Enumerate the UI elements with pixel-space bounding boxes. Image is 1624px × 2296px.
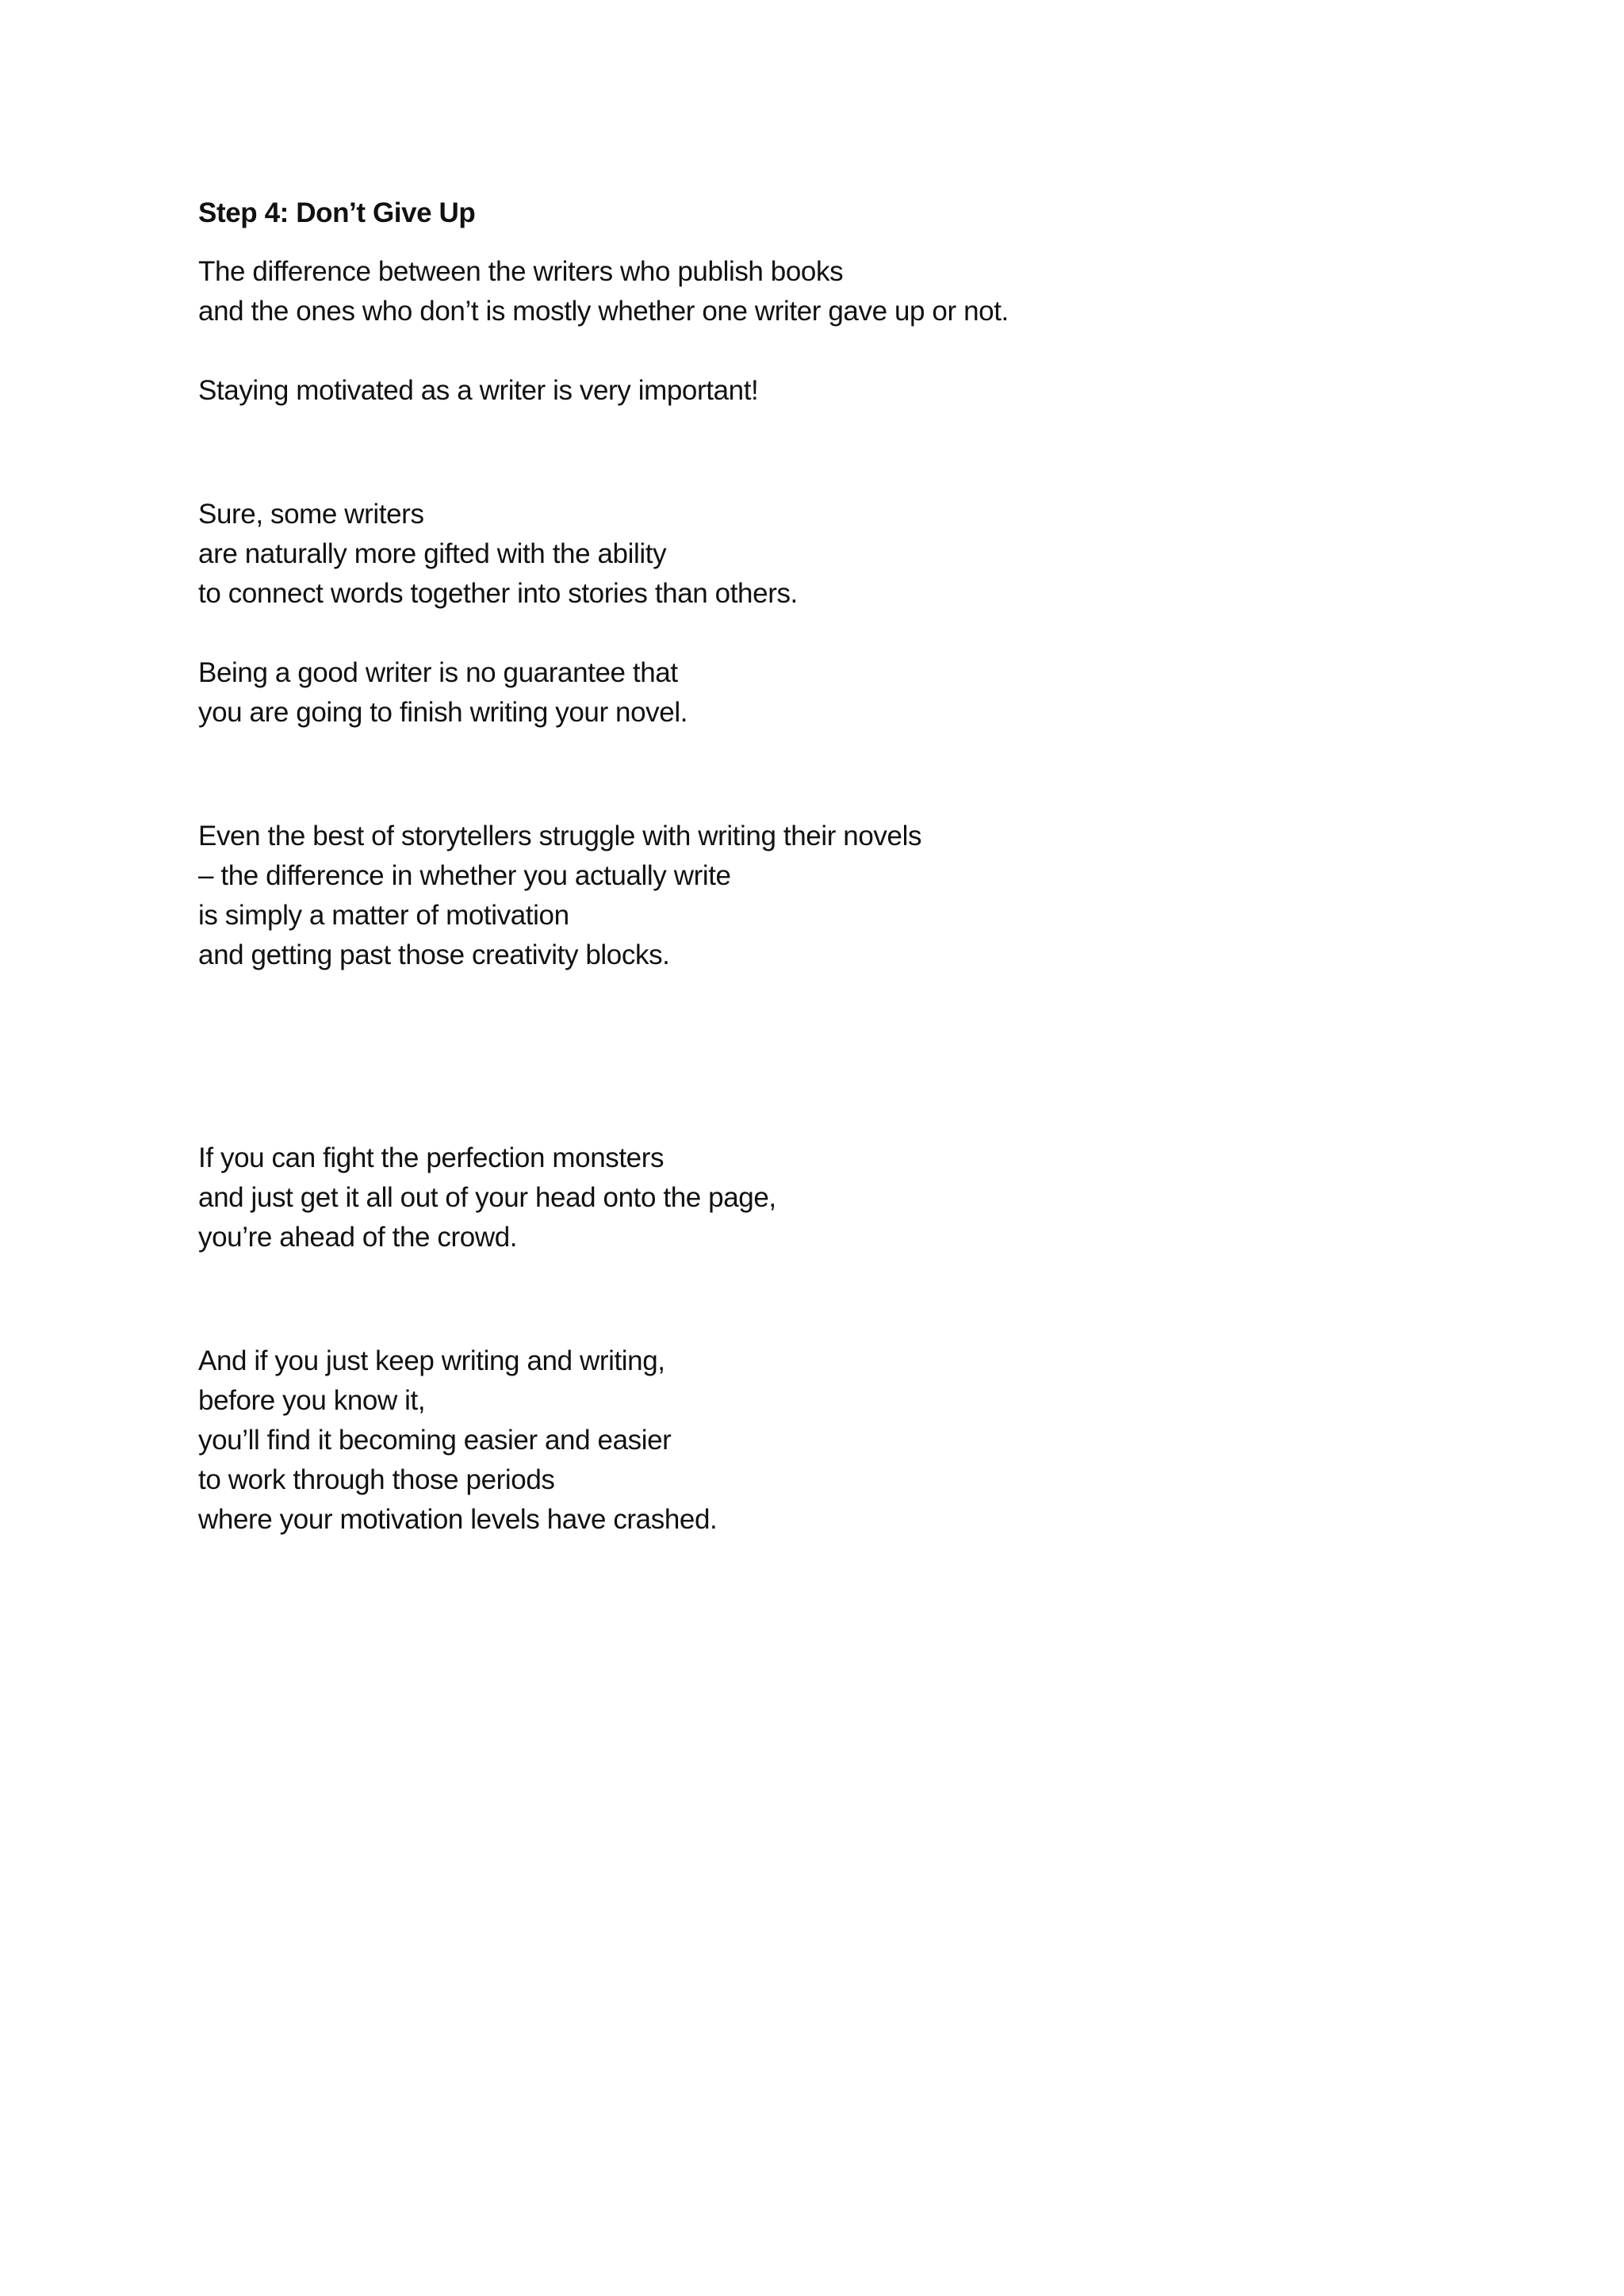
paragraph-5 <box>198 817 1467 975</box>
text-line: you’re ahead of the crowd. <box>198 1222 518 1253</box>
text-line: Even the best of storytellers struggle with writing their novels <box>198 821 922 851</box>
text-line: where your motivation levels have crashed. <box>198 1504 718 1535</box>
paragraph-spacer <box>198 331 1467 371</box>
text-line: you’ll find it becoming easier and easier <box>198 1425 672 1456</box>
text-line: And if you just keep writing and writing, <box>198 1345 665 1376</box>
text-line: The difference between the writers who publish books <box>198 256 844 287</box>
text-line: Being a good writer is no guarantee that <box>198 657 678 688</box>
paragraph-spacer <box>198 411 1467 495</box>
text-line: Staying motivated as a writer is very important! <box>198 375 759 406</box>
section-heading: Step 4: Don’t Give Up <box>198 197 476 228</box>
text-line: to work through those periods <box>198 1464 555 1495</box>
text-line: are naturally more gifted with the ability <box>198 538 667 569</box>
paragraph-2 <box>198 371 1467 411</box>
text-line: before you know it, <box>198 1385 426 1416</box>
text-line: and just get it all out of your head onto the page, <box>198 1182 776 1213</box>
paragraph-spacer <box>198 1257 1467 1341</box>
text-line: to connect words together into stories than others. <box>198 578 798 609</box>
paragraph-spacer <box>198 975 1467 1138</box>
document-body <box>198 193 1467 1540</box>
text-line: If you can fight the perfection monsters <box>198 1142 665 1173</box>
paragraph-7 <box>198 1341 1467 1540</box>
paragraph-spacer <box>198 733 1467 817</box>
paragraph-1 <box>198 252 1467 331</box>
paragraph-spacer <box>198 614 1467 653</box>
text-line: – the difference in whether you actually write <box>198 860 731 891</box>
text-line: and getting past those creativity blocks. <box>198 939 670 970</box>
text-line: and the ones who don’t is mostly whether one writer gave up or not. <box>198 296 1009 327</box>
paragraph-4 <box>198 653 1467 733</box>
text-line: is simply a matter of motivation <box>198 900 569 931</box>
text-line: you are going to finish writing your novel. <box>198 697 688 728</box>
text-line: Sure, some writers <box>198 499 424 530</box>
paragraph-3 <box>198 495 1467 614</box>
paragraph-6 <box>198 1138 1467 1257</box>
